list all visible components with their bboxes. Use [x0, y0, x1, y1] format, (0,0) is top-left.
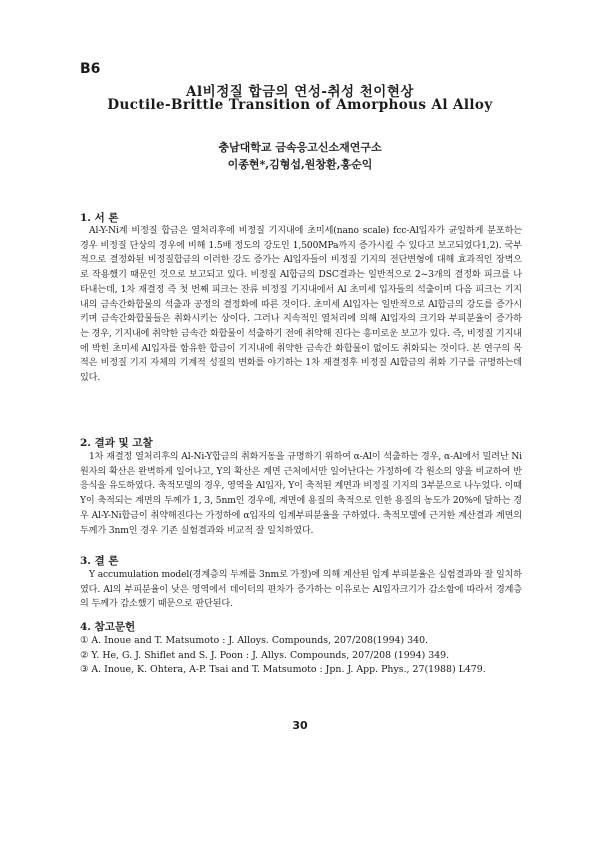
- section-heading-results: 2. 결과 및 고찰: [80, 437, 153, 449]
- section-heading-introduction: 1. 서 론: [80, 212, 119, 224]
- paragraph: Y accumulation model(경계층의 두께를 3nm로 가정)에 의해 계산된 임계 부피분율은 실험결과와 잘 일치하였다. Al의 부피분율이 낮은 영역에서 데이터의 편차가 증가하는 이유로는 Al입자크기가 감소함에 따라서 경계층의 두께가 감소했기 때문으로 판단된다.: [80, 570, 522, 610]
- reference-item: ③ A. Inoue, K. Ohtera, A-P. Tsai and T. Matsumoto : Jpn. J. App. Phys., 27(1988) L479.: [80, 664, 486, 676]
- paragraph: Al-Y-Ni계 비정질 합금은 열처리후에 비정질 기지내에 초미세(nano scale) fcc-Al입자가 균일하게 분포하는 경우 비정질 단상의 경우에 비해 1.5배 정도의 강도인 1,500MPa까지 증가시킬 수 있다고 보고되었다1,2). 국부적으로 결정화된 비정질합금의 이러한 강도 증가는 Al입자들이 비정질 기지의 전단변형에 대해 효과적인 장벽으로 작용했기 때문인 것으로 보고되고 있다. 비정질 Al합금의 DSC결과는 일반적으로 2~3개의 결정화 피크를 나타내는데, 1차 재결정 즉 첫 번째 피크는 잔류 비정질 기지내에서 Al 초미세 입자들의 석출이며 다음 피크는 기지내의 금속간화합물의 석출과 공정의 결정화에 따른 것이다. 초미세 Al입자는 일반적으로 Al합금의 강도를 증가시키며 금속간화합물들은 취화시키는 상이다. 그러나 지속적인 열처리에 의해 Al입자의 크기와 부피분율이 증가하는 경우, 기지내에 취약한 금속간 화합물이 석출하기 전에 취약해 진다는 흥미로운 보고가 있다. 즉, 비정질 기지내에 박힌 초미세 Al입자를 함유한 합금이 기지내에 취약한 금속간 화합물이 없이도 취화되는 것이다. 본 연구의 목적은 비정질 기지 자체의 기계적 성질의 변화를 야기하는 1차 재결정후 비정질 Al합금의 취화 기구를 규명하는데 있다.: [80, 226, 522, 384]
- section-body-introduction: [80, 224, 522, 386]
- section-heading-references: 4. 참고문헌: [80, 621, 136, 633]
- title-korean: Al비정질 합금의 연성-취성 천이현상: [186, 84, 414, 100]
- section-body-conclusion: [80, 568, 522, 612]
- authors: 이종현*,김형섭,원창환,홍순익: [227, 158, 373, 171]
- page-number: 30: [292, 719, 308, 732]
- section-heading-conclusion: 3. 결 론: [80, 555, 119, 567]
- affiliation: 충남대학교 금속응고신소재연구소: [218, 141, 382, 154]
- reference-item: ① A. Inoue and T. Matsumoto : J. Alloys. Compounds, 207/208(1994) 340.: [80, 635, 429, 646]
- title-english: Ductile-Brittle Transition of Amorphous Al Alloy: [107, 97, 493, 113]
- section-body-results: [80, 450, 522, 538]
- reference-list: [80, 634, 522, 678]
- paragraph: 1차 재결정 열처리후의 Al-Ni-Y합금의 취화거동을 규명하기 위하여 α-Al이 석출하는 경우, α-Al에서 밀려난 Ni원자의 확산은 완벽하게 일어나고, Y의 확산은 계면 근처에서만 일어난다는 가정하에 각 원소의 양을 비교하여 반응식을 유도하였다. 축적모델의 경우, 영역을 Al입자, Y이 축적된 계면과 비정질 기지의 3부분으로 나누었다. 이때 Y이 축적되는 계면의 두께가 1, 3, 5nm인 경우에, 계면에 용질의 축적으로 인한 용질의 농도가 20%에 달하는 경우 Al-Y-Ni합금이 취약해진다는 가정하에 α입자의 임계부피분율을 구하였다. 축적모델에 근거한 계산결과 계면의 두께가 3nm인 경우 기존 실험결과와 비교적 잘 일치하였다.: [80, 452, 522, 536]
- abstract-code: B6: [80, 61, 101, 77]
- reference-item: ② Y. He, G. J. Shiflet and S. J. Poon : J. Allys. Compounds, 207/208 (1994) 349.: [80, 649, 450, 661]
